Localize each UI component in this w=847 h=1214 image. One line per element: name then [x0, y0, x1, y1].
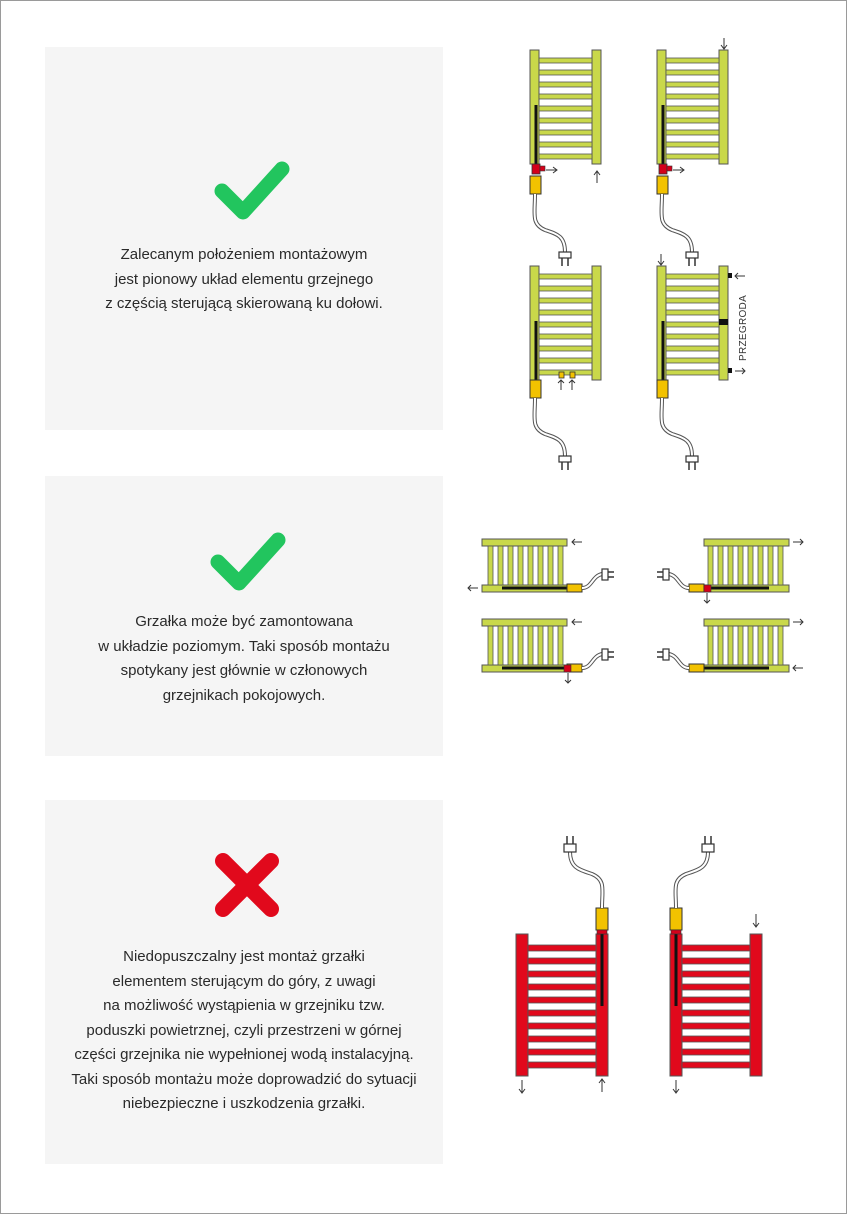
text-line: Niedopuszczalny jest montaż grzałki [123, 948, 365, 965]
text-line: Taki sposób montażu może doprowadzić do sytuacji [71, 1070, 417, 1088]
text-line: części grzejnika nie wypełnionej wodą instalacyjną. [74, 1046, 414, 1063]
horizontal-diagram-4 [657, 619, 803, 672]
text-line: z częścią sterującą skierowaną ku dołowi. [105, 295, 383, 312]
section-horizontal-text [45, 610, 443, 708]
section-forbidden-card [45, 800, 443, 1164]
vertical-diagram-1 [530, 50, 601, 266]
section-horizontal-card [45, 476, 443, 756]
text-line: Grzałka może być zamontowana [135, 613, 353, 630]
section-vertical-text [45, 243, 443, 317]
text-line: poduszki powietrznej, czyli przestrzeni w górnej [86, 1021, 402, 1039]
partition-label: PRZEGRODA [738, 294, 749, 361]
section-vertical-card [45, 47, 443, 430]
forbidden-diagram-2 [670, 836, 762, 1093]
vertical-mount-heater-down-diagram [470, 30, 800, 470]
text-line: spotykany jest głównie w członowych [120, 662, 368, 679]
text-line: jest pionowy układ elementu grzejnego [114, 270, 374, 288]
cross-icon [211, 850, 283, 920]
vertical-diagram-3 [530, 266, 601, 470]
text-line: w układzie poziomym. Taki sposób montażu [98, 637, 390, 655]
check-icon [208, 528, 286, 594]
forbidden-upward-mount-diagram [500, 830, 790, 1100]
text-line: grzejnikach pokojowych. [162, 686, 326, 704]
horizontal-mount-diagram [462, 525, 812, 690]
horizontal-diagram-1 [468, 539, 614, 592]
text-line: niebezpieczne i uszkodzenia grzałki. [122, 1095, 366, 1112]
vertical-diagram-4 [657, 254, 749, 470]
check-icon [212, 157, 290, 223]
horizontal-diagram-3 [482, 619, 614, 683]
text-line: Zalecanym położeniem montażowym [120, 246, 368, 263]
text-line: elementem sterującym do góry, z uwagi [112, 972, 376, 990]
horizontal-diagram-2 [657, 539, 803, 603]
forbidden-diagram-1 [516, 836, 608, 1093]
section-forbidden-text [45, 945, 443, 1117]
vertical-diagram-2 [657, 38, 728, 266]
text-line: na możliwość wystąpienia w grzejniku tzw. [103, 997, 385, 1014]
